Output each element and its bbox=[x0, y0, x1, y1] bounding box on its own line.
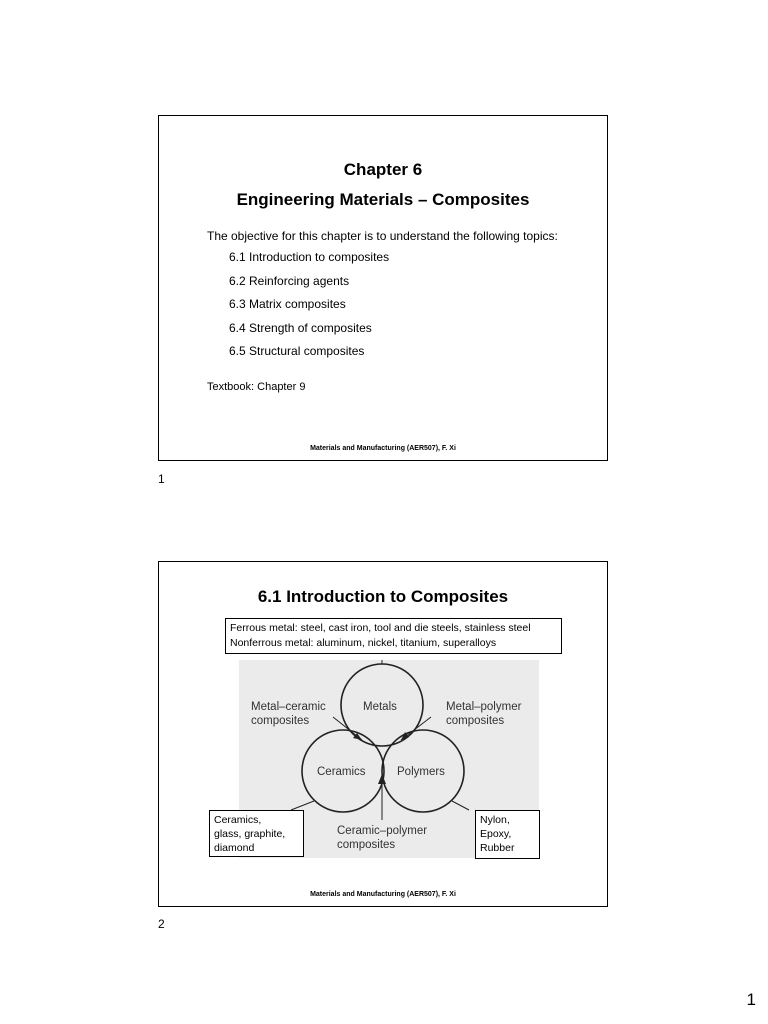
ceramics-examples-box bbox=[209, 810, 304, 857]
ceramics-example-line: Ceramics, bbox=[214, 814, 262, 826]
topic-item: 6.2 Reinforcing agents bbox=[229, 273, 350, 288]
ceramic-polymer-line-1: Ceramic–polymer bbox=[337, 825, 428, 837]
polymers-example-line: Nylon, bbox=[480, 814, 510, 826]
metal-ceramic-label bbox=[251, 700, 326, 728]
topic-item: 6.3 Matrix composites bbox=[229, 297, 346, 311]
topic-item: 6.4 Strength of composites bbox=[229, 320, 372, 335]
metals-examples-box bbox=[225, 618, 562, 654]
ceramics-example-line: diamond bbox=[214, 842, 255, 854]
topic-item: 6.1 Introduction to composites bbox=[229, 250, 390, 264]
slide-number: 2 bbox=[158, 917, 165, 931]
chapter-subtitle: Engineering Materials – Composites bbox=[236, 190, 530, 209]
page-number: 1 bbox=[746, 990, 756, 1009]
slide-1 bbox=[158, 115, 608, 461]
polymers-label: Polymers bbox=[397, 766, 445, 778]
metal-polymer-line-2: composites bbox=[446, 715, 505, 727]
ceramic-polymer-line-2: composites bbox=[337, 839, 396, 851]
ceramics-label: Ceramics bbox=[317, 766, 366, 778]
ceramics-example-line: glass, graphite, bbox=[214, 828, 286, 840]
topic-item: 6.5 Structural composites bbox=[229, 344, 365, 358]
topic-list bbox=[229, 250, 389, 368]
slide-footer: Materials and Manufacturing (AER507), F. Xi bbox=[310, 891, 456, 898]
metal-polymer-line-1: Metal–polymer bbox=[446, 701, 522, 713]
objective-text: The objective for this chapter is to understand the following topics: bbox=[207, 229, 558, 243]
ceramic-polymer-label bbox=[337, 824, 427, 852]
metal-ceramic-line-1: Metal–ceramic bbox=[251, 701, 326, 713]
textbook-reference: Textbook: Chapter 9 bbox=[207, 381, 306, 393]
metal-ceramic-line-2: composites bbox=[251, 715, 310, 727]
slide-title: 6.1 Introduction to Composites bbox=[257, 587, 509, 606]
ferrous-metal-text: Ferrous metal: steel, cast iron, tool and die steels, stainless steel bbox=[230, 622, 531, 634]
nonferrous-metal-text: Nonferrous metal: aluminum, nickel, titanium, superalloys bbox=[230, 637, 497, 649]
polymers-example-line: Rubber bbox=[480, 842, 515, 854]
chapter-title: Chapter 6 bbox=[343, 160, 423, 179]
polymers-examples-box bbox=[475, 810, 540, 859]
slide-2 bbox=[158, 561, 608, 907]
slide-footer: Materials and Manufacturing (AER507), F. Xi bbox=[310, 445, 456, 452]
slide-number: 1 bbox=[158, 472, 165, 486]
metals-label: Metals bbox=[363, 701, 397, 713]
polymers-example-line: Epoxy, bbox=[480, 828, 512, 840]
metal-polymer-label bbox=[446, 700, 521, 728]
